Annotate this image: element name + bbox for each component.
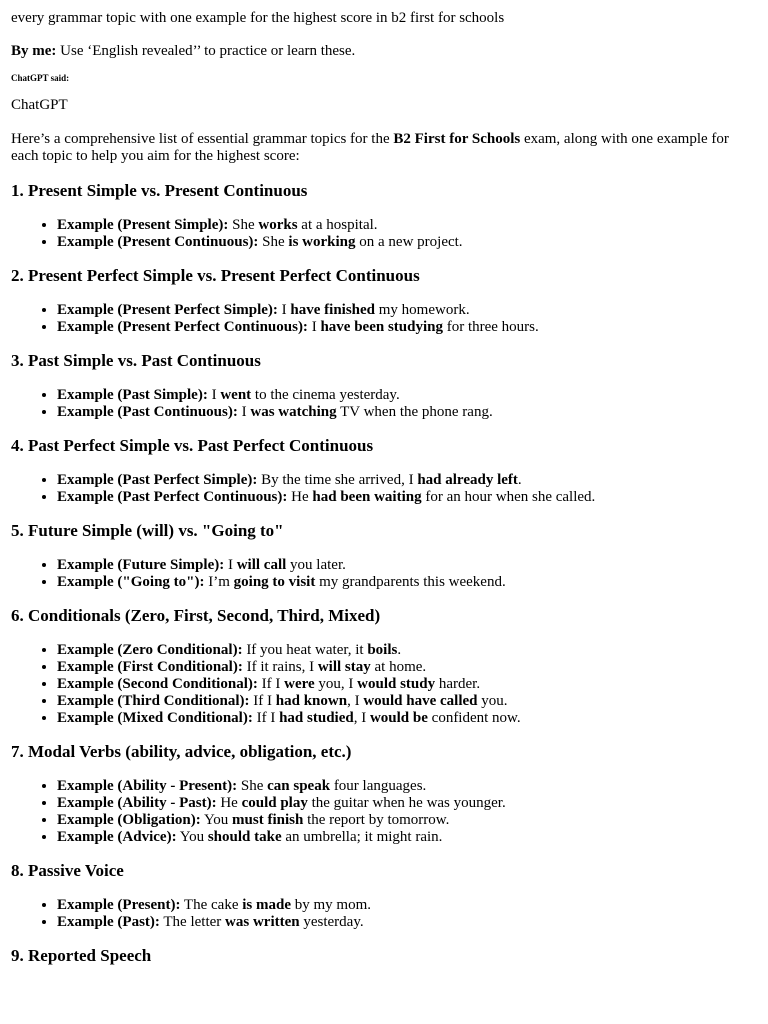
example-text: on a new project. (355, 234, 463, 250)
by-me-label: By me: (11, 43, 57, 59)
example-bold-text: works (258, 217, 298, 233)
example-text: The cake (180, 897, 243, 913)
example-bold-text: Example (Past Perfect Continuous): (57, 489, 288, 505)
example-bold-text: Example (Obligation): (57, 812, 201, 828)
by-me-note (11, 43, 757, 60)
example-text: The letter (159, 914, 226, 930)
example-list (11, 387, 757, 421)
example-list (11, 897, 757, 931)
example-text: you, I (314, 676, 358, 692)
example-list (11, 217, 757, 251)
example-text: by my mom. (290, 897, 371, 913)
section-heading: 9. Reported Speech (11, 946, 152, 965)
example-list (11, 778, 757, 846)
example-bold-text: will stay (317, 659, 371, 675)
example-bold-text: went (220, 387, 252, 403)
example-text: If I (252, 710, 280, 726)
example-bold-text: were (284, 676, 315, 692)
example-text: She (258, 234, 289, 250)
example-text: If it rains, I (242, 659, 318, 675)
example-item (57, 812, 757, 829)
example-bold-text: Example (Ability - Present): (57, 778, 238, 794)
example-bold-text: boils (367, 642, 398, 658)
example-text: you. (477, 693, 508, 709)
example-bold-text: Example (Present Continuous): (57, 234, 259, 250)
example-text: for three hours. (442, 319, 539, 335)
example-text: I (237, 404, 251, 420)
example-bold-text: have been studying (320, 319, 443, 335)
example-item (57, 489, 757, 506)
example-text: harder. (435, 676, 481, 692)
section-heading: 6. Conditionals (Zero, First, Second, Third, Mixed) (11, 606, 381, 625)
example-text: confident now. (427, 710, 521, 726)
example-bold-text: Example (Ability - Past): (57, 795, 217, 811)
example-item (57, 387, 757, 404)
example-text: , I (353, 710, 370, 726)
grammar-sections (11, 181, 757, 966)
example-bold-text: Example (Mixed Conditional): (57, 710, 253, 726)
example-list (11, 557, 757, 591)
section-heading: 4. Past Perfect Simple vs. Past Perfect Continuous (11, 436, 374, 455)
example-text: my grandparents this weekend. (315, 574, 506, 590)
example-bold-text: Example (Advice): (57, 829, 177, 845)
chatgpt-name: ChatGPT (11, 97, 68, 113)
example-text: I (207, 387, 221, 403)
example-text: four languages. (330, 778, 427, 794)
example-bold-text: will call (236, 557, 287, 573)
intro-paragraph (11, 131, 757, 165)
section-heading: 8. Passive Voice (11, 861, 124, 880)
section-heading: 1. Present Simple vs. Present Continuous (11, 181, 308, 200)
example-bold-text: could play (241, 795, 308, 811)
example-item (57, 829, 757, 846)
example-text: TV when the phone rang. (336, 404, 493, 420)
example-bold-text: Example (Past Continuous): (57, 404, 238, 420)
example-text: She (228, 217, 259, 233)
example-item (57, 676, 757, 693)
example-bold-text: must finish (232, 812, 304, 828)
example-text: He (287, 489, 313, 505)
example-text: If I (257, 676, 285, 692)
example-text: the guitar when he was younger. (307, 795, 506, 811)
example-item (57, 574, 757, 591)
example-text: I (307, 319, 321, 335)
section-heading: 2. Present Perfect Simple vs. Present Perfect Continuous (11, 266, 420, 285)
example-text: I (277, 302, 291, 318)
example-bold-text: Example (Present Perfect Continuous): (57, 319, 308, 335)
example-bold-text: Example ("Going to"): (57, 574, 205, 590)
intro-bold: B2 First for Schools (393, 131, 521, 147)
intro-post: exam, along with one example for each topic to help you aim for the highest score: (11, 131, 729, 164)
example-item (57, 557, 757, 574)
example-bold-text: Example (Present Simple): (57, 217, 229, 233)
example-item (57, 472, 757, 489)
example-bold-text: Example (Past): (57, 914, 160, 930)
example-text: my homework. (375, 302, 470, 318)
example-text: . (517, 472, 522, 488)
example-bold-text: Example (Present Perfect Simple): (57, 302, 278, 318)
example-item (57, 659, 757, 676)
example-bold-text: would have called (363, 693, 478, 709)
example-text: , I (347, 693, 364, 709)
example-item (57, 217, 757, 234)
example-item (57, 897, 757, 914)
example-item (57, 319, 757, 336)
example-bold-text: would study (357, 676, 436, 692)
example-list (11, 472, 757, 506)
example-item (57, 302, 757, 319)
example-bold-text: Example (Third Conditional): (57, 693, 250, 709)
example-text: I’m (204, 574, 234, 590)
example-bold-text: is working (288, 234, 356, 250)
example-text: If I (249, 693, 276, 709)
section-heading: 3. Past Simple vs. Past Continuous (11, 351, 261, 370)
example-bold-text: was written (225, 914, 300, 930)
example-text: to the cinema yesterday. (251, 387, 400, 403)
example-bold-text: can speak (267, 778, 331, 794)
example-text: By the time she arrived, I (257, 472, 418, 488)
example-bold-text: Example (Zero Conditional): (57, 642, 243, 658)
example-text: you later. (286, 557, 346, 573)
example-bold-text: is made (242, 897, 291, 913)
by-me-text: Use ‘English revealed’’ to practice or learn these. (56, 43, 356, 59)
example-item (57, 693, 757, 710)
prompt-line: every grammar topic with one example for the highest score in b2 first for schools (11, 10, 505, 26)
example-bold-text: had been waiting (312, 489, 422, 505)
example-item (57, 710, 757, 727)
example-item (57, 404, 757, 421)
example-text: . (397, 642, 402, 658)
example-item (57, 914, 757, 931)
section-heading: 7. Modal Verbs (ability, advice, obligation, etc.) (11, 742, 352, 761)
example-item (57, 642, 757, 659)
example-bold-text: should take (207, 829, 282, 845)
example-list (11, 642, 757, 727)
example-bold-text: Example (Present): (57, 897, 181, 913)
example-text: the report by tomorrow. (303, 812, 450, 828)
example-text: for an hour when she called. (421, 489, 596, 505)
example-text: at home. (370, 659, 427, 675)
example-bold-text: going to visit (233, 574, 316, 590)
example-bold-text: have finished (290, 302, 376, 318)
example-bold-text: would be (369, 710, 428, 726)
example-bold-text: Example (Second Conditional): (57, 676, 258, 692)
intro-pre: Here’s a comprehensive list of essential grammar topics for the (11, 131, 394, 147)
example-bold-text: had known (275, 693, 348, 709)
chatgpt-said-label: ChatGPT said: (11, 73, 70, 83)
example-text: You (200, 812, 233, 828)
example-bold-text: was watching (250, 404, 337, 420)
example-bold-text: Example (Future Simple): (57, 557, 225, 573)
example-bold-text: Example (First Conditional): (57, 659, 243, 675)
example-bold-text: had studied (279, 710, 354, 726)
example-text: He (216, 795, 242, 811)
example-list (11, 302, 757, 336)
section-heading: 5. Future Simple (will) vs. "Going to" (11, 521, 284, 540)
example-item (57, 778, 757, 795)
example-item (57, 795, 757, 812)
example-text: She (237, 778, 268, 794)
example-text: yesterday. (299, 914, 364, 930)
example-item (57, 234, 757, 251)
example-bold-text: Example (Past Perfect Simple): (57, 472, 258, 488)
example-text: an umbrella; it might rain. (281, 829, 443, 845)
example-text: If you heat water, it (242, 642, 368, 658)
example-bold-text: had already left (417, 472, 518, 488)
example-text: at a hospital. (297, 217, 378, 233)
example-text: I (224, 557, 237, 573)
example-bold-text: Example (Past Simple): (57, 387, 208, 403)
example-text: You (176, 829, 208, 845)
